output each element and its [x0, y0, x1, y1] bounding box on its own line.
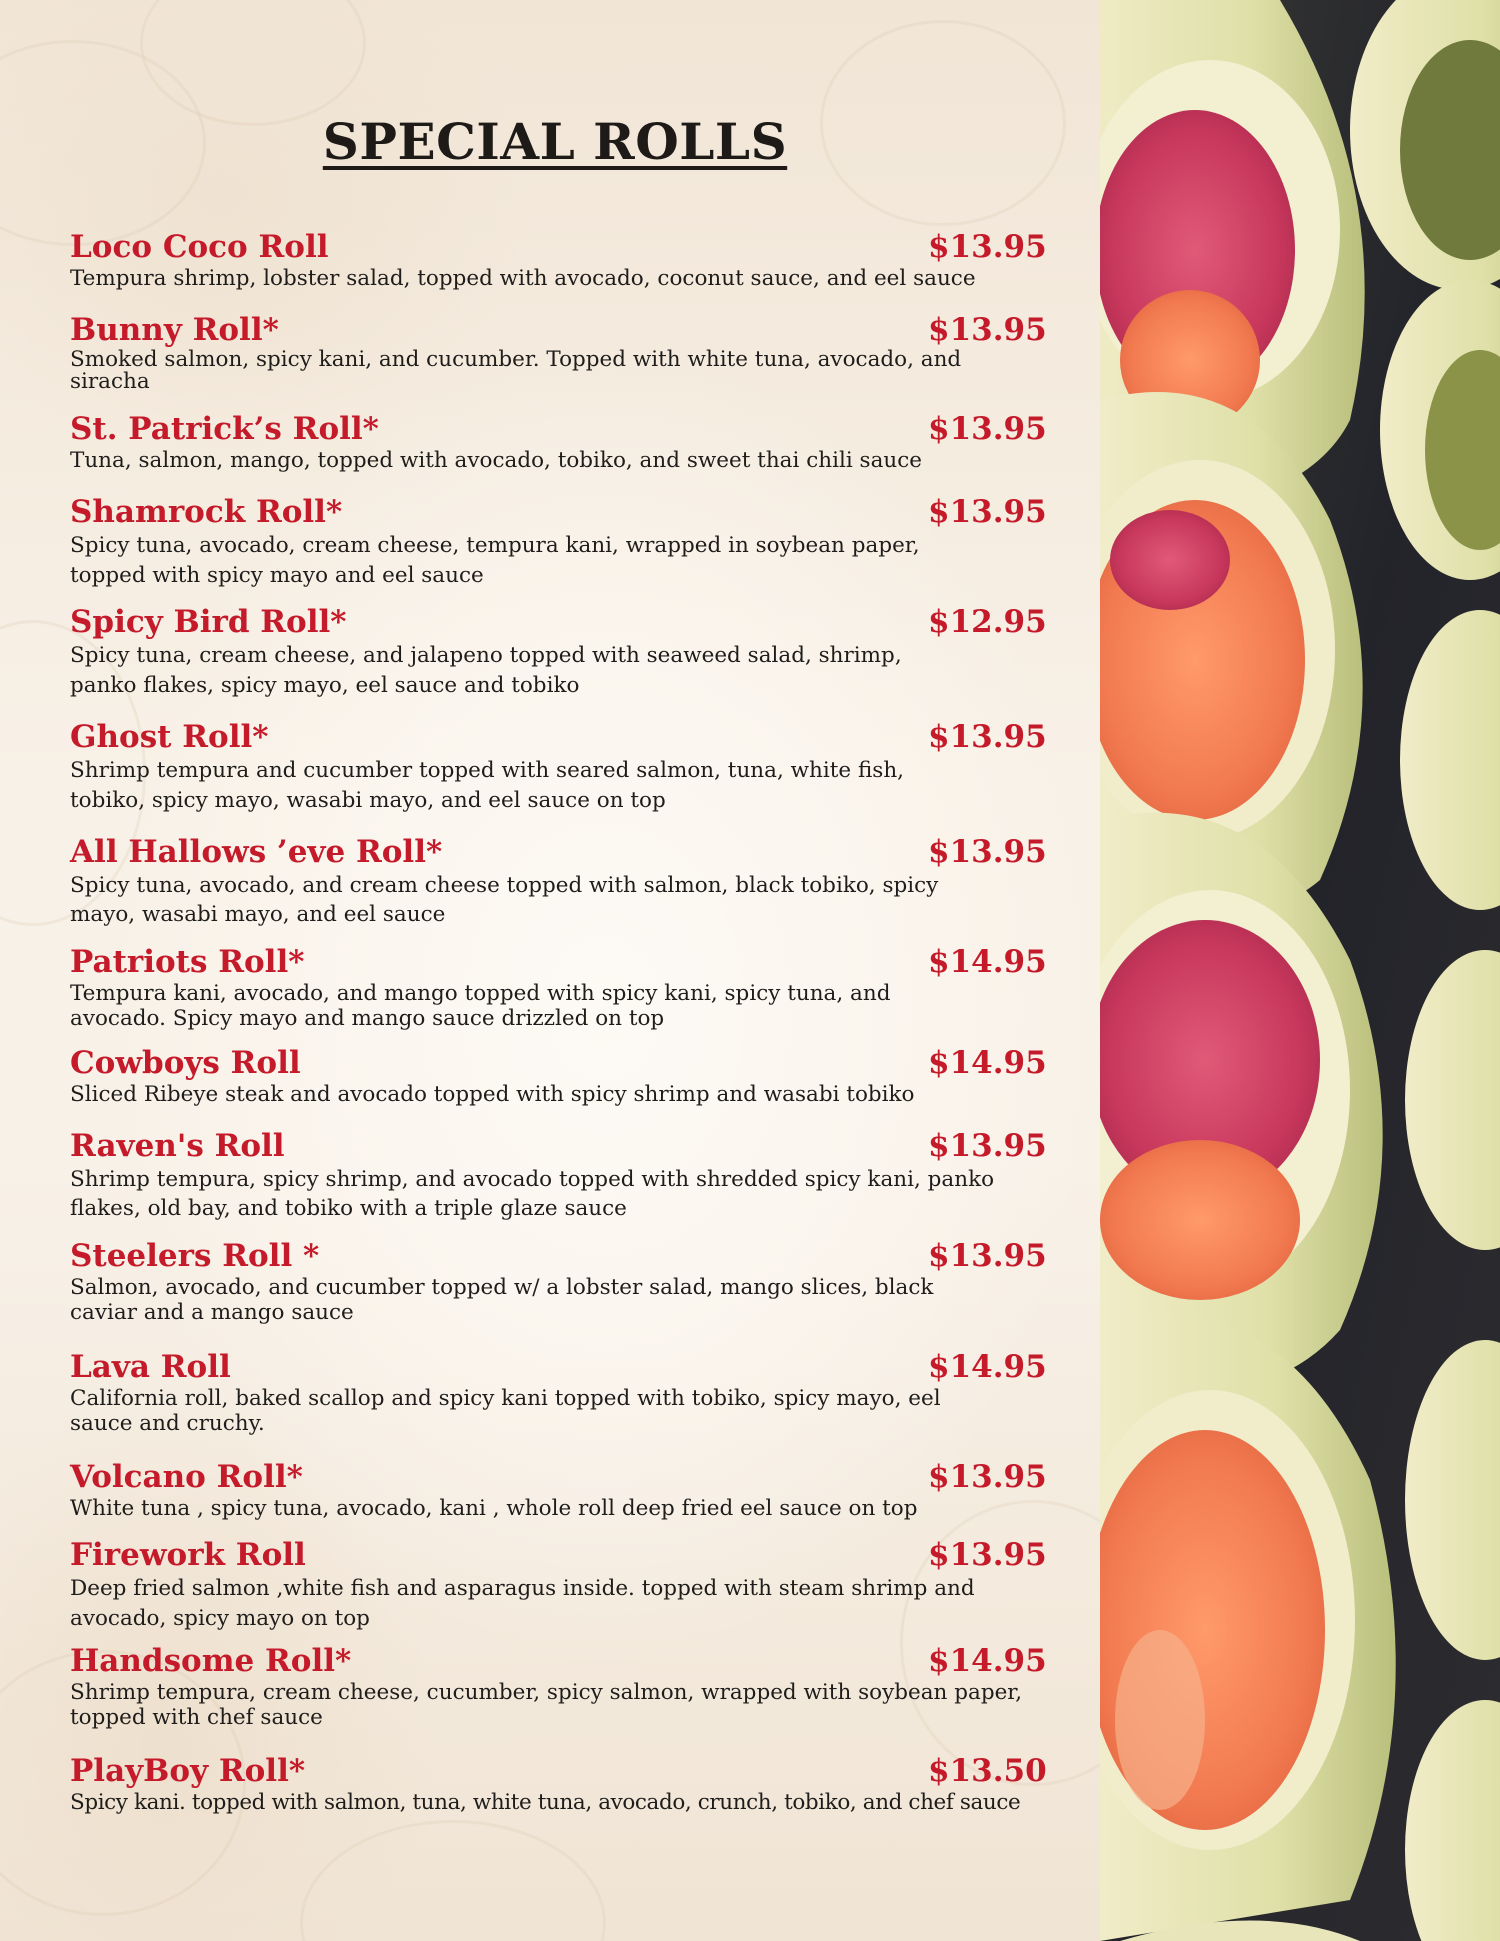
item-description: Sliced Ribeye steak and avocado topped with spicy shrimp and wasabi tobiko: [70, 1082, 915, 1107]
item-name: Raven's Roll: [70, 1128, 285, 1164]
item-description: Tempura shrimp, lobster salad, topped with avocado, coconut sauce, and eel sauce: [70, 266, 976, 291]
menu-item: [70, 410, 1047, 474]
item-price: $14.95: [928, 1643, 1047, 1679]
sushi-photo: [1100, 0, 1500, 1941]
item-price: $13.95: [928, 411, 1047, 447]
menu-item: [70, 1458, 1047, 1522]
item-name: Loco Coco Roll: [70, 229, 329, 265]
item-name: Patriots Roll*: [70, 944, 305, 980]
item-price: $14.95: [928, 944, 1047, 980]
item-description: Shrimp tempura and cucumber topped with seared salmon, tuna, white fish, tobiko, spicy mayo, wasabi mayo, and eel sauce on top: [70, 758, 905, 813]
item-price: $13.95: [928, 1459, 1047, 1495]
menu-item: [70, 228, 1047, 292]
item-name: St. Patrick’s Roll*: [70, 411, 379, 447]
item-description: California roll, baked scallop and spicy kani topped with tobiko, spicy mayo, eel sauce and cruchy.: [70, 1386, 941, 1436]
item-name: Volcano Roll*: [70, 1459, 303, 1495]
item-price: $13.95: [928, 229, 1047, 265]
item-price: $14.95: [928, 1045, 1047, 1081]
item-name: Steelers Roll *: [70, 1238, 320, 1274]
item-price: $13.95: [928, 719, 1047, 755]
item-name: All Hallows ’eve Roll*: [70, 834, 443, 870]
item-name: Firework Roll: [70, 1537, 306, 1573]
item-name: Lava Roll: [70, 1349, 231, 1385]
item-name: PlayBoy Roll*: [70, 1753, 306, 1789]
item-description: Deep fried salmon ,white fish and asparagus inside. topped with steam shrimp and avocado, spicy mayo on top: [70, 1576, 975, 1631]
item-price: $13.95: [928, 494, 1047, 530]
menu-item: [70, 1752, 1047, 1816]
menu-item: [70, 1044, 1047, 1108]
item-description: Shrimp tempura, spicy shrimp, and avocado topped with shredded spicy kani, panko flakes, old bay, and tobiko with a triple glaze sauce: [70, 1167, 995, 1221]
item-name: Cowboys Roll: [70, 1045, 301, 1081]
item-description: Tuna, salmon, mango, topped with avocado, tobiko, and sweet thai chili sauce: [70, 448, 923, 473]
item-description: Smoked salmon, spicy kani, and cucumber. Topped with white tuna, avocado, and siracha: [70, 347, 962, 394]
item-description: White tuna , spicy tuna, avocado, kani , whole roll deep fried eel sauce on top: [70, 1496, 918, 1521]
item-name: Ghost Roll*: [70, 719, 269, 755]
item-price: $13.95: [928, 1238, 1047, 1274]
menu-item: [70, 1536, 1047, 1634]
item-name: Spicy Bird Roll*: [70, 604, 347, 640]
menu-item: [70, 493, 1047, 591]
menu-item: [70, 943, 1047, 1031]
item-name: Handsome Roll*: [70, 1643, 352, 1679]
menu-item: [70, 1127, 1047, 1223]
menu-item: [70, 1237, 1047, 1325]
item-description: Salmon, avocado, and cucumber topped w/ a lobster salad, mango slices, black caviar and a mango sauce: [70, 1275, 934, 1325]
item-price: $13.95: [928, 1537, 1047, 1573]
menu-item: [70, 1642, 1047, 1730]
item-price: $13.95: [928, 1128, 1047, 1164]
menu-item: [70, 603, 1047, 701]
item-description: Spicy tuna, avocado, cream cheese, tempura kani, wrapped in soybean paper, topped with spicy mayo and eel sauce: [70, 533, 920, 588]
item-price: $12.95: [928, 604, 1047, 640]
menu-item: [70, 833, 1047, 929]
item-price: $13.95: [928, 834, 1047, 870]
menu-item: [70, 311, 1047, 394]
item-name: Shamrock Roll*: [70, 494, 343, 530]
item-price: $14.95: [928, 1349, 1047, 1385]
item-price: $13.95: [928, 312, 1047, 348]
page-title: SPECIAL ROLLS: [322, 112, 788, 171]
menu-item: [70, 718, 1047, 816]
item-description: Spicy kani. topped with salmon, tuna, white tuna, avocado, crunch, tobiko, and chef sauce: [70, 1790, 1021, 1815]
item-price: $13.50: [928, 1753, 1047, 1789]
item-description: Spicy tuna, cream cheese, and jalapeno topped with seaweed salad, shrimp, panko flakes, spicy mayo, eel sauce and tobiko: [70, 643, 902, 698]
item-description: Spicy tuna, avocado, and cream cheese topped with salmon, black tobiko, spicy mayo, wasabi mayo, and eel sauce: [70, 873, 939, 927]
item-name: Bunny Roll*: [70, 312, 279, 348]
item-description: Shrimp tempura, cream cheese, cucumber, spicy salmon, wrapped with soybean paper, topped with chef sauce: [70, 1680, 1023, 1730]
sushi-rolls-image: [1100, 0, 1500, 1941]
item-description: Tempura kani, avocado, and mango topped with spicy kani, spicy tuna, and avocado. Spicy mayo and mango sauce drizzled on top: [70, 981, 891, 1031]
menu-item: [70, 1348, 1047, 1436]
